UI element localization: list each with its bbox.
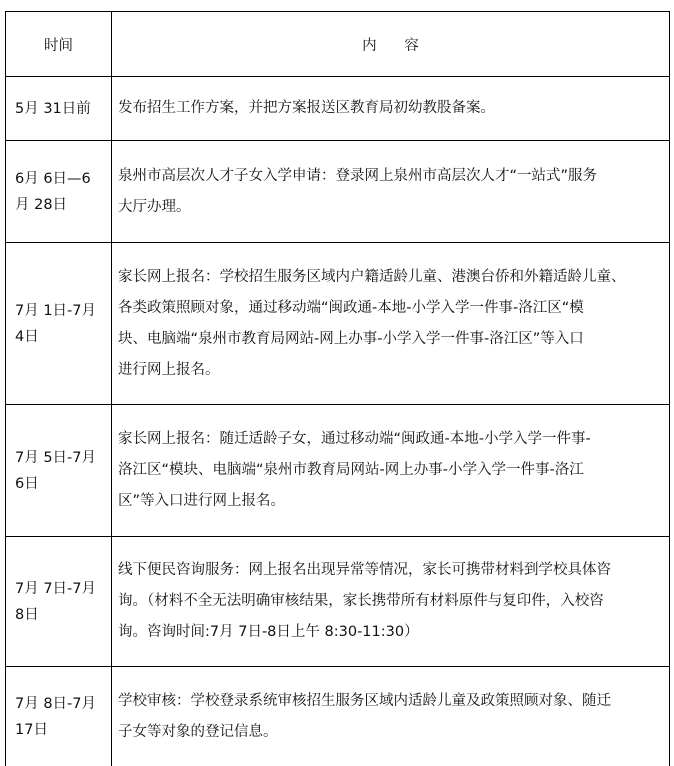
time-line: 7月 8日-7月: [15, 695, 97, 712]
header-content: 内 容: [112, 12, 670, 77]
time-line: 17日: [15, 721, 48, 738]
row-content: [112, 141, 670, 243]
content-line: 学校审核：学校登录系统审核招生服务区域内适龄儿童及政策照顾对象、随迁: [118, 692, 611, 709]
row-time: [6, 141, 112, 243]
row-content: [112, 667, 670, 766]
row-time: [6, 537, 112, 667]
content-line: 各类政策照顾对象，通过移动端“闽政通-本地-小学入学一件事-洛江区“模: [118, 299, 584, 316]
time-line: 8日: [15, 606, 39, 623]
enrollment-schedule-table: [5, 11, 670, 766]
content-line: 洛江区“模块、电脑端“泉州市教育局网站-网上办事-小学入学一件事-洛江: [118, 462, 584, 478]
table-row: [6, 243, 670, 405]
content-line: 大厅办理。: [118, 198, 191, 215]
table-row: [6, 537, 670, 667]
time-line: 6日: [15, 475, 39, 492]
row-time: [6, 667, 112, 766]
table-row: [6, 77, 670, 141]
time-line: 6月 6日—6: [15, 170, 91, 187]
time-line: 7月 5日-7月: [15, 449, 97, 466]
row-content: [112, 243, 670, 405]
table-row: [6, 141, 670, 243]
time-line: 7月 1日-7月: [15, 302, 97, 319]
table-header-row: [6, 12, 670, 77]
content-line: 发布招生工作方案，并把方案报送区教育局初幼教股备案。: [118, 100, 495, 116]
content-line: 泉州市高层次人才子女入学申请：登录网上泉州市高层次人才“一站式”服务: [118, 167, 598, 184]
content-line: 进行网上报名。: [118, 361, 220, 378]
row-content: [112, 405, 670, 537]
content-line: 询。咨询时间:7月 7日-8日上午 8:30-11:30）: [118, 624, 419, 640]
content-line: 家长网上报名：学校招生服务区域内户籍适龄儿童、港澳台侨和外籍适龄儿童、: [118, 268, 626, 285]
row-time: [6, 243, 112, 405]
table-row: [6, 667, 670, 766]
content-line: 询。（材料不全无法明确审核结果，家长携带所有材料原件与复印件，入校咨: [118, 593, 604, 609]
header-time: 时间: [6, 12, 112, 77]
row-content: [112, 537, 670, 667]
time-line: 7月 7日-7月: [15, 580, 97, 597]
time-line: 月 28日: [15, 196, 68, 213]
content-line: 区”等入口进行网上报名。: [118, 493, 286, 509]
content-line: 线下便民咨询服务：网上报名出现异常等情况，家长可携带材料到学校具体咨: [118, 562, 611, 578]
time-line: 5月 31日前: [15, 100, 91, 117]
row-time: [6, 77, 112, 141]
table-row: [6, 405, 670, 537]
time-line: 4日: [15, 328, 39, 345]
row-content: [112, 77, 670, 141]
content-line: 块、电脑端“泉州市教育局网站-网上办事-小学入学一件事-洛江区”等入口: [118, 330, 584, 347]
content-line: 家长网上报名：随迁适龄子女，通过移动端“闽政通-本地-小学入学一件事-: [118, 431, 591, 447]
row-time: [6, 405, 112, 537]
content-line: 子女等对象的登记信息。: [118, 723, 278, 740]
